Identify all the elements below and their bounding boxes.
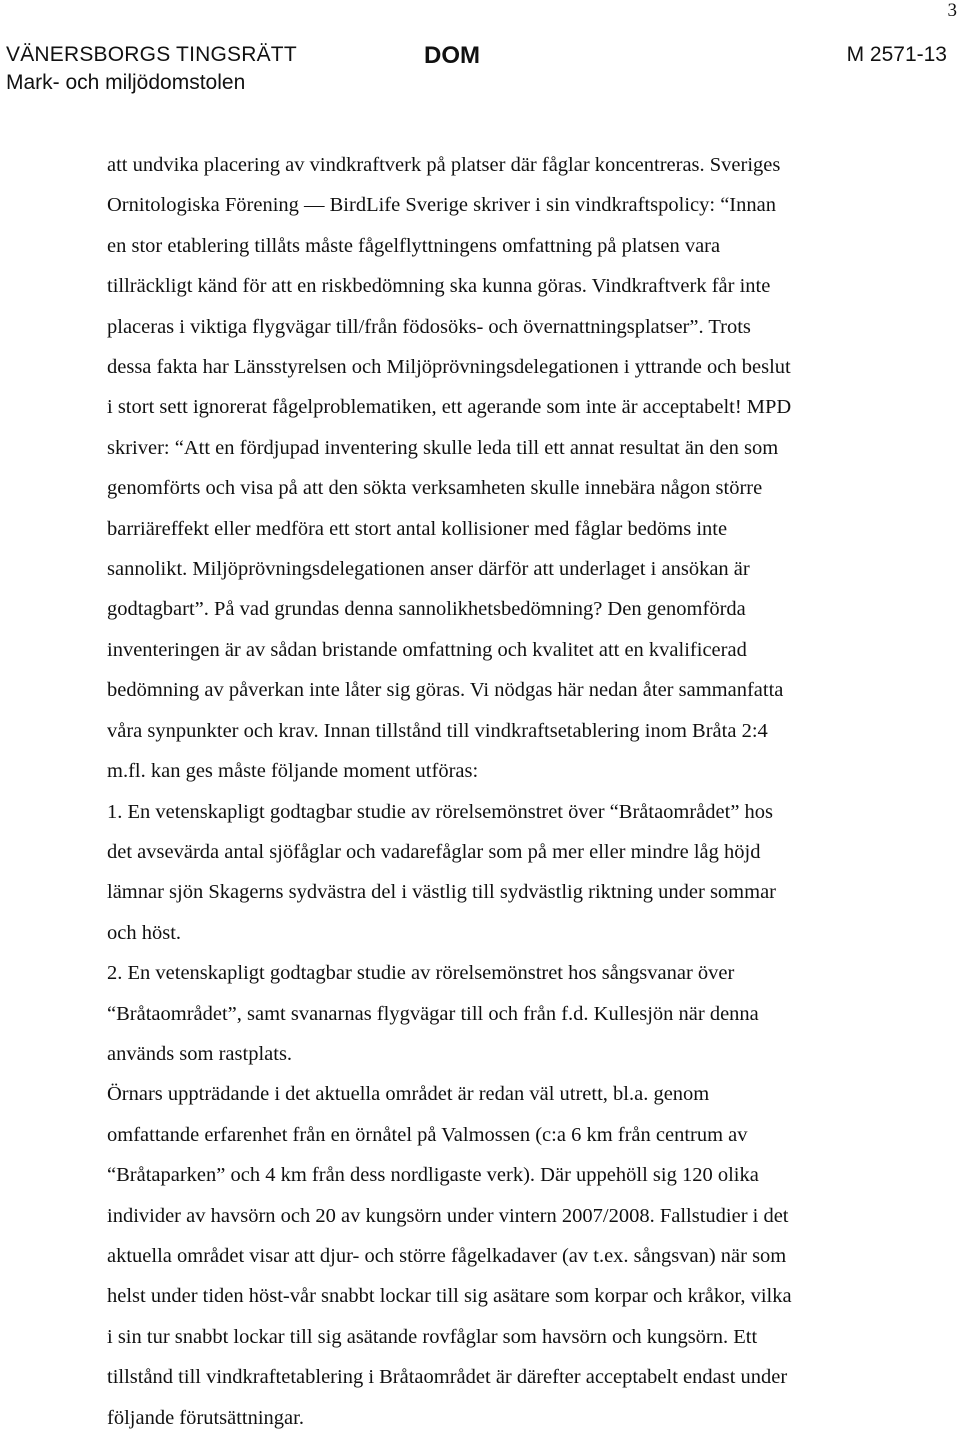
body-line: m.fl. kan ges måste följande moment utföras: <box>107 760 479 783</box>
body-line: att undvika placering av vindkraftverk på platser där fåglar koncentreras. Sveriges <box>107 154 781 176</box>
page-number: 3 <box>947 0 957 21</box>
case-number: M 2571-13 <box>846 43 947 66</box>
body-line: godtagbart”. På vad grundas denna sannolikhetsbedömning? Den genomförda <box>107 598 746 621</box>
court-name: VÄNERSBORGS TINGSRÄTT <box>6 43 297 66</box>
body-line: “Bråtaområdet”, samt svanarnas flygvägar till och från f.d. Kullesjön när denna <box>107 1002 759 1025</box>
body-line: i stort sett ignorerat fågelproblematiken, ett agerande som inte är acceptabelt! MPD <box>107 396 792 419</box>
body-line: används som rastplats. <box>107 1042 293 1065</box>
body-line: lämnar sjön Skagerns sydvästra del i västlig till sydvästlig riktning under sommar <box>107 881 777 904</box>
body-line: barriäreffekt eller medföra ett stort antal kollisioner med fåglar bedöms inte <box>107 517 728 540</box>
body-line: bedömning av påverkan inte låter sig göras. Vi nödgas här nedan åter sammanfatta <box>107 679 784 702</box>
body-line: följande förutsättningar. <box>107 1406 304 1429</box>
document-body <box>107 145 907 1438</box>
body-line: “Bråtaparken” och 4 km från dess nordligaste verk). Där uppehöll sig 120 olika <box>107 1164 759 1187</box>
body-line: dessa fakta har Länsstyrelsen och Miljöprövningsdelegationen i yttrande och beslut <box>107 356 791 379</box>
body-line: och höst. <box>107 921 182 944</box>
body-line: helst under tiden höst-vår snabbt lockar till sig asätare som korpar och kråkor, vilka <box>107 1285 792 1308</box>
body-line: genomförts och visa på att den sökta verksamheten skulle innebära någon större <box>107 477 763 500</box>
body-line: skriver: “Att en fördjupad inventering skulle leda till ett annat resultat än den som <box>107 436 779 459</box>
body-line: Örnars uppträdande i det aktuella området är redan väl utrett, bl.a. genom <box>107 1083 710 1106</box>
body-line: inventeringen är av sådan bristande omfattning och kvalitet att en kvalificerad <box>107 638 747 661</box>
body-line: individer av havsörn och 20 av kungsörn under vintern 2007/2008. Fallstudier i det <box>107 1204 789 1227</box>
document-header <box>0 42 960 102</box>
body-line: tillräckligt känd för att en riskbedömning ska kunna göras. Vindkraftverk får inte <box>107 275 771 298</box>
body-line: tillstånd till vindkraftetablering i Bråtaområdet är därefter acceptabelt endast under <box>107 1366 788 1389</box>
body-line: Ornitologiska Förening — BirdLife Sverige skriver i sin vindkraftspolicy: “Innan <box>107 194 776 217</box>
body-line: våra synpunkter och krav. Innan tillstånd till vindkraftsetablering inom Bråta 2:4 <box>107 719 768 742</box>
body-line: aktuella området visar att djur- och större fågelkadaver (av t.ex. sångsvan) när som <box>107 1244 787 1267</box>
body-line: placeras i viktiga flygvägar till/från födosöks- och övernattningsplatser”. Trots <box>107 315 751 338</box>
body-line: 2. En vetenskapligt godtagbar studie av rörelsemönstret hos sångsvanar över <box>107 962 735 985</box>
body-line: sannolikt. Miljöprövningsdelegationen anser därför att underlaget i ansökan är <box>107 558 750 581</box>
body-line: i sin tur snabbt lockar till sig asätande rovfåglar som havsörn och kungsörn. Ett <box>107 1325 758 1348</box>
document-type: DOM <box>424 42 480 69</box>
body-line: en stor etablering tillåts måste fågelflyttningens omfattning på platsen vara <box>107 234 721 257</box>
body-line: 1. En vetenskapligt godtagbar studie av rörelsemönstret över “Bråtaområdet” hos <box>107 800 774 823</box>
body-line: omfattande erfarenhet från en örnåtel på Valmossen (c:a 6 km från centrum av <box>107 1123 748 1146</box>
court-division: Mark- och miljödomstolen <box>6 71 246 94</box>
body-line: det avsevärda antal sjöfåglar och vadarefåglar som på mer eller mindre låg höjd <box>107 840 761 863</box>
